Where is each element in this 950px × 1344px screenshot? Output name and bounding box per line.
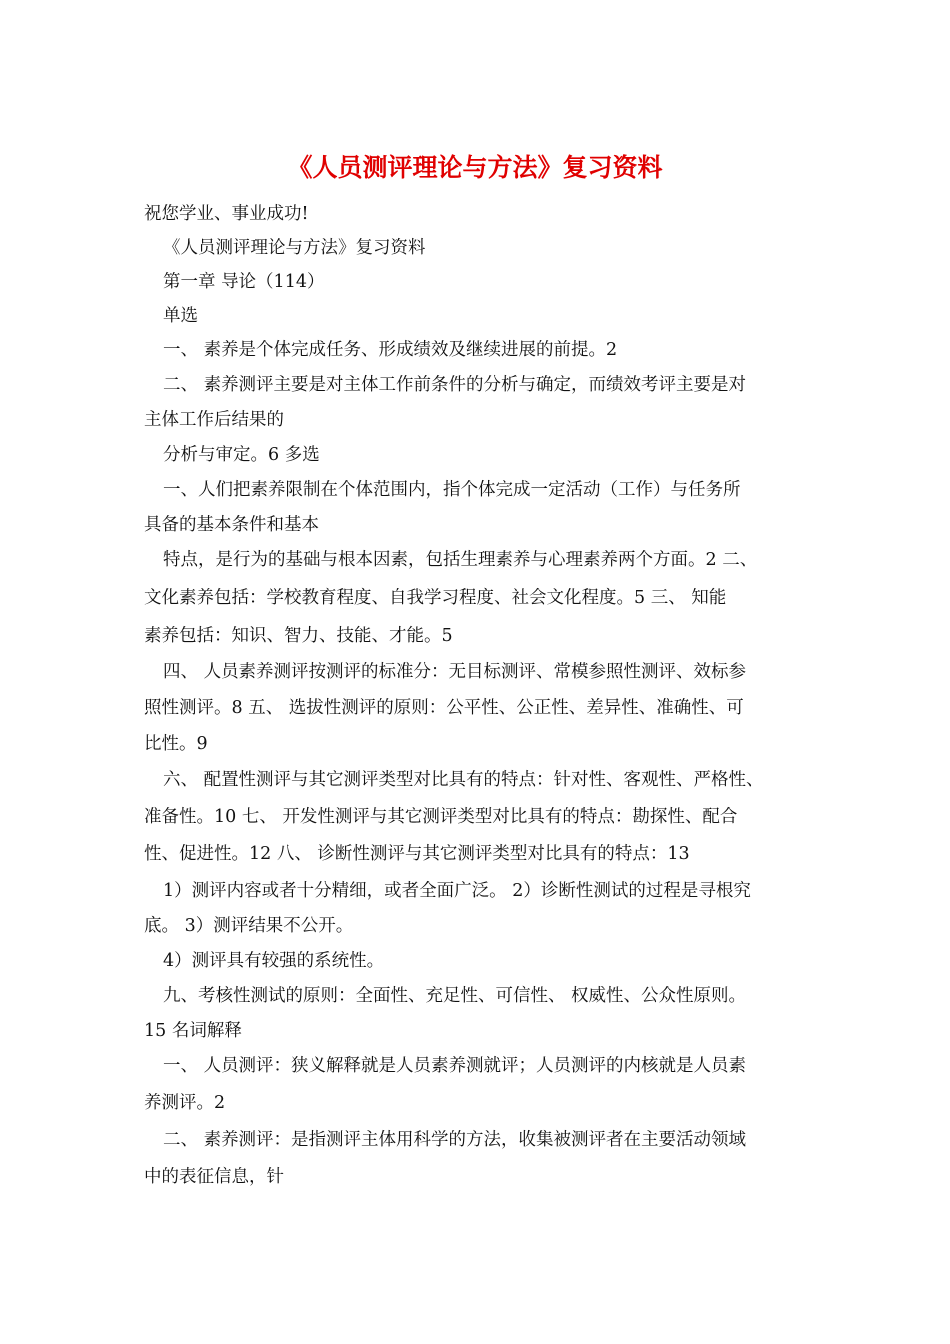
text-line: 祝您学业、事业成功! [144,204,309,224]
text-line: 九、考核性测试的原则：全面性、充足性、可信性、 权威性、公众性原则。 [163,986,747,1006]
text-line: 单选 [163,306,198,326]
text-line: 素养包括：知识、智力、技能、才能。5 [144,626,453,646]
text-line: 养测评。2 [144,1093,226,1113]
text-line: 《人员测评理论与方法》复习资料 [163,238,426,258]
text-line: 二、 素养测评：是指测评主体用科学的方法，收集被测评者在主要活动领域 [163,1130,747,1150]
text-line: 准备性。10 七、 开发性测评与其它测评类型对比具有的特点：勘探性、配合 [144,807,738,827]
text-line: 六、 配置性测评与其它测评类型对比具有的特点：针对性、客观性、严格性、 [163,770,764,790]
document-title: 《人员测评理论与方法》复习资料 [287,153,663,182]
text-line: 1）测评内容或者十分精细，或者全面广泛。 2）诊断性测试的过程是寻根究 [163,881,751,901]
text-line: 一、人们把素养限制在个体范围内，指个体完成一定活动（工作）与任务所 [163,480,741,500]
text-line: 文化素养包括：学校教育程度、自我学习程度、社会文化程度。5 三、 知能 [144,588,727,608]
text-line: 4）测评具有较强的系统性。 [163,951,385,971]
text-line: 主体工作后结果的 [144,410,284,430]
text-line: 一、 人员测评：狭义解释就是人员素养测就评；人员测评的内核就是人员素 [163,1056,747,1076]
text-line: 15 名词解释 [144,1021,242,1041]
text-line: 四、 人员素养测评按测评的标准分：无目标测评、常模参照性测评、效标参 [163,662,747,682]
text-line: 照性测评。8 五、 选拔性测评的原则：公平性、公正性、差异性、准确性、可 [144,698,744,718]
text-line: 具备的基本条件和基本 [144,515,319,535]
text-line: 比性。9 [144,734,208,754]
text-line: 特点，是行为的基础与根本因素，包括生理素养与心理素养两个方面。2 二、 [163,550,758,570]
text-line: 性、促进性。12 八、 诊断性测评与其它测评类型对比具有的特点：13 [144,844,690,864]
text-line: 二、 素养测评主要是对主体工作前条件的分析与确定，而绩效考评主要是对 [163,375,747,395]
text-line: 分析与审定。6 多选 [163,445,320,465]
text-line: 第一章 导论（114） [163,272,325,292]
text-line: 中的表征信息，针 [144,1167,284,1187]
text-line: 底。 3）测评结果不公开。 [144,916,354,936]
text-line: 一、 素养是个体完成任务、形成绩效及继续进展的前提。2 [163,340,618,360]
